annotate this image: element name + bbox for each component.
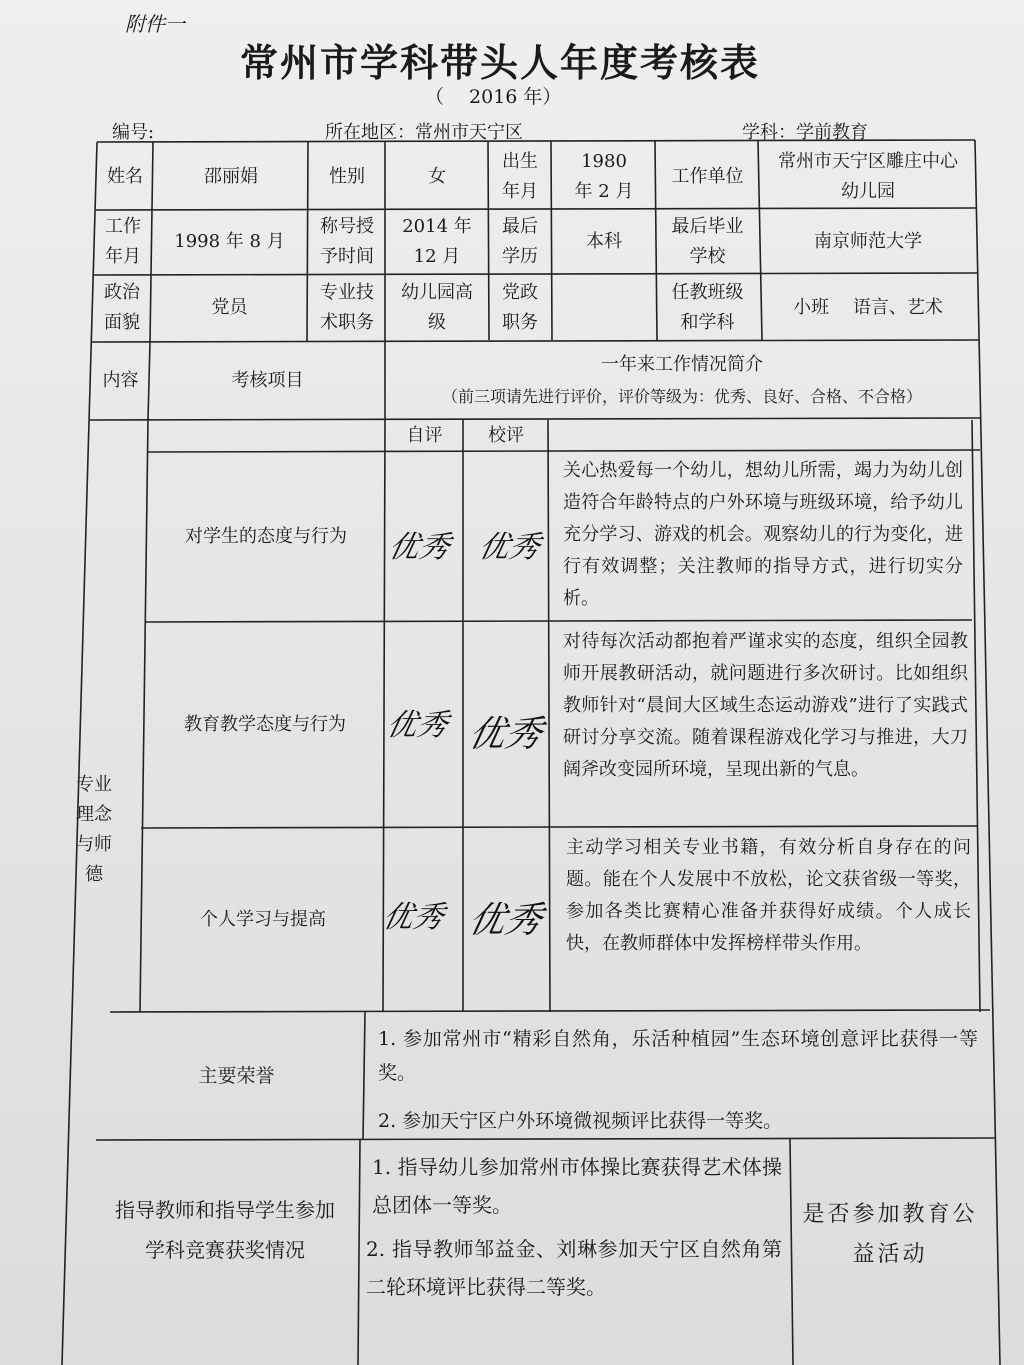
honors-label: 主要荣誉	[198, 1065, 275, 1087]
party-post-label: 党政职务	[502, 282, 538, 333]
prof-title-label: 专业技术职务	[320, 282, 374, 333]
item-name: 对学生的态度与行为	[185, 526, 347, 547]
school-eval-header: 校评	[488, 425, 524, 446]
political-label: 政治面貌	[104, 282, 140, 333]
education-value: 本科	[586, 231, 622, 252]
gender-label: 性别	[329, 166, 365, 187]
party-post-value	[553, 276, 655, 340]
teaching-value: 小班 语言、艺术	[793, 297, 943, 318]
section-label: 专业理念与师德	[76, 774, 112, 885]
prof-title-value: 幼儿园高级	[401, 282, 473, 333]
school-eval-handwriting: 优秀	[465, 714, 546, 755]
unit-value: 常州市天宁区雕庄中心幼儿园	[778, 151, 958, 202]
school-label: 最后毕业学校	[671, 216, 744, 267]
political-value: 党员	[211, 297, 248, 318]
self-eval-handwriting: 优秀	[383, 708, 451, 743]
form-year: （ 2016 年）	[425, 86, 562, 108]
item-name: 个人学习与提高	[200, 909, 326, 930]
school-eval-handwriting: 优秀	[475, 530, 543, 565]
work-date-label: 工作年月	[105, 216, 141, 267]
self-eval-header: 自评	[406, 425, 443, 446]
school-eval-handwriting: 优秀	[465, 900, 546, 941]
gender-value: 女	[428, 166, 446, 187]
name-label: 姓名	[107, 166, 143, 187]
list-item: 2. 参加天宁区户外环境微视频评比获得一等奖。	[378, 1110, 783, 1132]
public-welfare-label: 是否参加教育公益活动	[802, 1202, 978, 1267]
item-summary: 对待每次活动都抱着严谨求实的态度，组织全园教师开展教研活动，就问题进行多次研讨。比如组织教师针对“晨间大区域生态运动游戏”进行了实践式研讨分享交流。随着课程游戏化学习与推进，大刀阔斧改变园所环境，呈现出新的气息。	[563, 631, 968, 780]
page-title: 常州市学科带头人年度考核表	[239, 40, 760, 85]
self-eval-handwriting: 优秀	[379, 900, 447, 935]
item-name: 教育教学态度与行为	[184, 714, 346, 735]
work-date-value: 1998 年 8 月	[174, 231, 285, 252]
title-time-label: 称号授予时间	[320, 216, 374, 267]
birth-label: 出生年月	[502, 151, 538, 202]
list-item: 2. 指导教师邹益金、刘琳参加天宁区自然角第二轮环境评比获得二等奖。	[366, 1237, 782, 1299]
list-item: 1. 参加常州市“精彩自然角，乐活种植园”生态环境创意评比获得一等奖。	[378, 1028, 978, 1084]
item-summary: 主动学习相关专业书籍，有效分析自身存在的问题。能在个人发展中不放松，论文获省级一等奖，参加各类比赛精心准备并获得好成绩。个人成长快，在教师群体中发挥榜样带头作用。	[566, 837, 971, 954]
summary-note: （前三项请先进行评价，评价等级为：优秀、良好、合格、不合格）	[441, 387, 922, 406]
item-summary: 关心热爱每一个幼儿，想幼儿所需，竭力为幼儿创造符合年龄特点的户外环境与班级环境，给予幼儿充分学习、游戏的机会。观察幼儿的行为变化，进行有效调整；关注教师的指导方式，进行切实分析。	[563, 460, 963, 609]
teaching-label: 任教班级和学科	[671, 282, 744, 333]
list-item: 1. 指导幼儿参加常州市体操比赛获得艺术体操总团体一等奖。	[372, 1155, 782, 1217]
name-value: 邵丽娟	[204, 166, 258, 187]
education-label: 最后学历	[502, 216, 538, 267]
number-label: 编号:	[112, 122, 155, 143]
self-eval-handwriting: 优秀	[385, 530, 453, 565]
title-time-value: 2014 年 12 月	[402, 216, 472, 267]
guidance-label: 指导教师和指导学生参加学科竞赛获奖情况	[115, 1198, 335, 1262]
attachment-label: 附件一	[125, 12, 185, 36]
school-value: 南京师范大学	[814, 231, 922, 252]
subject-label: 学科：学前教育	[742, 122, 868, 143]
unit-label: 工作单位	[671, 166, 744, 187]
region-label: 所在地区：常州市天宁区	[325, 122, 523, 143]
summary-title: 一年来工作情况简介	[601, 354, 763, 375]
content-label: 内容	[102, 370, 139, 391]
birth-value: 1980 年 2 月	[574, 151, 634, 202]
item-label: 考核项目	[231, 370, 304, 391]
